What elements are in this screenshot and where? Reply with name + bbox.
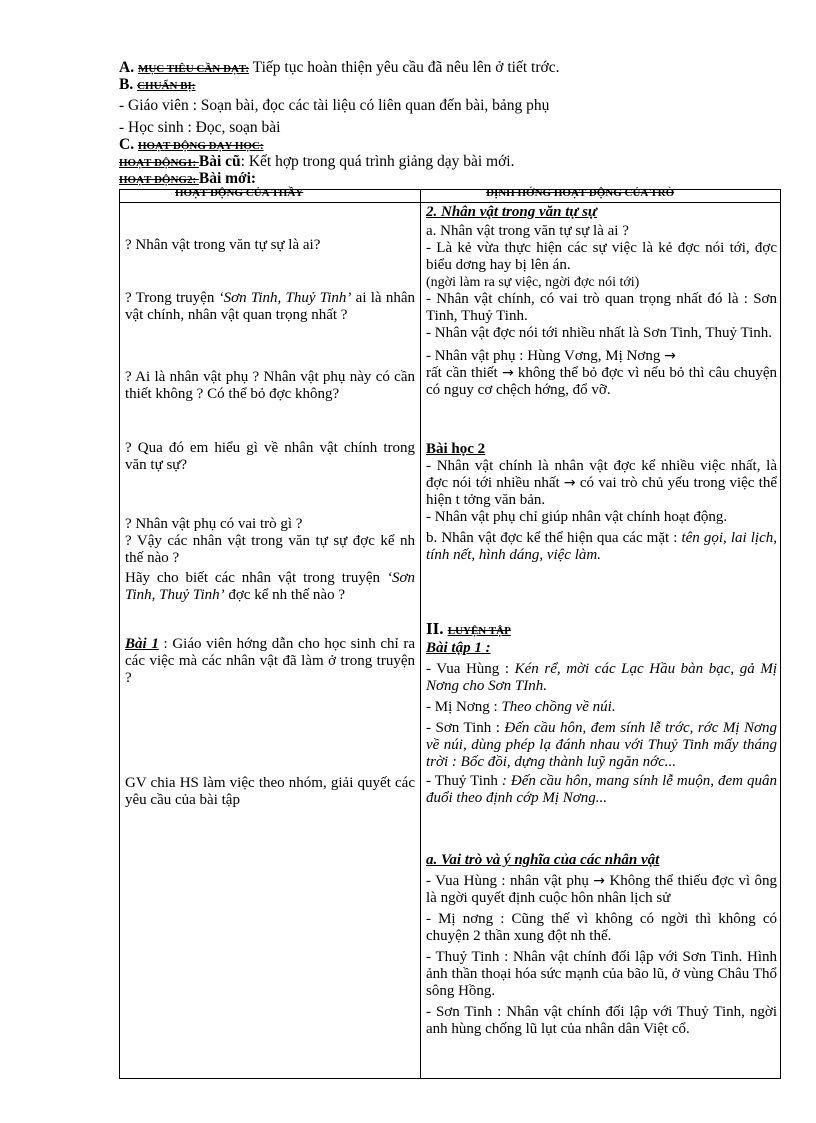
question-2: ? Trong truyện ‘Sơn Tinh, Thuỷ Tinh’ ai là nhân vật chính, nhân vật quan trọng nhất ? [125,290,415,323]
activity-2-label: HOẠT ĐỘNG2: [119,174,199,186]
column-divider [420,190,421,1078]
column-header-student: ĐỊNH HỚNG HOẠT ĐỘNG CỦA TRÒ [486,187,675,199]
section-b [119,76,195,95]
section-2-title: 2. Nhân vật trong văn tự sự [426,204,597,220]
section-c-label: C. [119,136,138,153]
question-1: ? Nhân vật trong văn tự sự là ai? [125,237,321,253]
activity-1-bold: Bài cũ [198,153,241,170]
practice-heading: II. LUYỆN TẬP [426,619,511,638]
column-header-teacher: HOẠT ĐỘNG CỦA THẦY [175,187,304,199]
section-a-text: Tiếp tục hoàn thiện yêu cầu đã nêu lên ở tiết trớc. [249,59,560,76]
question-4: ? Qua đó em hiểu gì về nhân vật chính trong văn tự sự? [125,440,415,473]
section-b-label: B. [119,76,138,93]
activity-1-label: HOẠT ĐỘNG1: [119,157,199,169]
group-work-instruction: GV chia HS làm việc theo nhóm, giải quyết các yêu cầu của bài tập [125,775,415,808]
question-7: Hãy cho biết các nhân vật trong truyện ‘Sơn Tinh, Thuỷ Tinh’ đợc kể nh thế nào ? [125,570,415,603]
section-c-title: HOẠT ĐỘNG DẠY HỌC: [137,140,264,152]
section-a-title: MỤC TIÊU CẦN ĐẠT: [137,63,250,75]
answer-block-a: a. Nhân vật trong văn tự sự là ai ? - Là kẻ vừa thực hiện các sự việc là kẻ đợc nói tới, đợc biểu dơng hay bị lên án. (ngời làm ra sự việc, ngời đợc nói tới) - Nhân vật chính, có vai trò quan trọng nhất đó là : Sơn Tinh, Thuỷ Tinh. - Nhân vật đợc nói tới nhiều nhất là Sơn Tinh, Thuỷ Tinh. - Nhân vật phụ : Hùng Vơng, Mị Nơng → rất cần thiết → không thể bỏ đợc vì nếu bỏ thì câu chuyện có nguy cơ chệch hớng, đổ vỡ. [426,223,778,398]
section-a-label: A. [119,59,138,76]
question-6: ? Vậy các nhân vật trong văn tự sự đợc kể nh thế nào ? [125,533,415,566]
section-b-item-student: - Học sinh : Đọc, soạn bài [119,119,281,136]
activity-2-bold: Bài mới: [198,170,257,187]
lesson-table [119,189,781,1079]
section-b-title: CHUẨN BỊ: [137,80,196,92]
exercise-1-answers: Bài tập 1 : - Vua Hùng : Kén rể, mời các Lạc Hầu bàn bạc, gả Mị Nơng cho Sơn TInh. - Mị Nơng : Theo chồng về núi. - Sơn Tinh : Đến cầu hôn, đem sính lễ trớc, rớc Mị Nơng về núi, dùng phép lạ đánh nhau với Thuỷ Tinh mấy tháng trời : Bốc đồi, dựng thành luỹ ngăn nớc... - Thuỷ Tinh : Đến cầu hôn, mang sính lễ muộn, đem quân đuổi theo định cớp Mị Nơng... [426,640,778,806]
question-5: ? Nhân vật phụ có vai trò gì ? [125,516,303,532]
roles-block: a. Vai trò và ý nghĩa của các nhân vật - Vua Hùng : nhân vật phụ → Không thể thiếu đợc vì ông là ngời quyết định cuộc hôn nhân lịch sử - Mị nơng : Cũng thế vì không có ngời thì không có chuyện 2 thần xung đột nh thế. - Thuỷ Tinh : Nhân vật chính đối lập với Sơn Tinh. Hình ảnh thần thoại hóa sức mạnh của bão lũ, ở vùng Châu Thổ sông Hồng. - Sơn Tinh : Nhân vật chính đối lập với Thuỷ Tinh, ngời anh hùng chống lũ lụt của nhân dân Việt cổ. [426,852,777,1037]
activity-1-text: : Kết hợp trong quá trình giảng dạy bài mới. [240,153,515,170]
lesson-2-block: Bài học 2 - Nhân vật chính là nhân vật đợc kể nhiều việc nhất, là đợc nói tới nhiều nhất → có vai trò chủ yếu trong việc thể hiện t tởng văn bản. - Nhân vật phụ chỉ giúp nhân vật chính hoạt động. b. Nhân vật đợc kể thể hiện qua các mặt : tên gọi, lai lịch, tính nết, hình dáng, việc làm. [426,441,778,563]
exercise-1-instruction: Bài 1 : Giáo viên hớng dẫn cho học sinh chỉ ra các việc mà các nhân vật đã làm ở trong truyện ? [125,636,415,686]
header-divider [120,202,780,203]
section-b-item-teacher: - Giáo viên : Soạn bài, đọc các tài liệu có liên quan đến bài, bảng phụ [119,97,550,114]
arrow-right-icon: → [664,348,676,364]
arrow-right-icon: → [563,475,576,491]
arrow-right-icon: → [501,365,514,381]
question-3: ? Ai là nhân vật phụ ? Nhân vật phụ này có cần thiết không ? Có thể bỏ đợc không? [125,369,415,402]
arrow-right-icon: → [593,873,606,889]
